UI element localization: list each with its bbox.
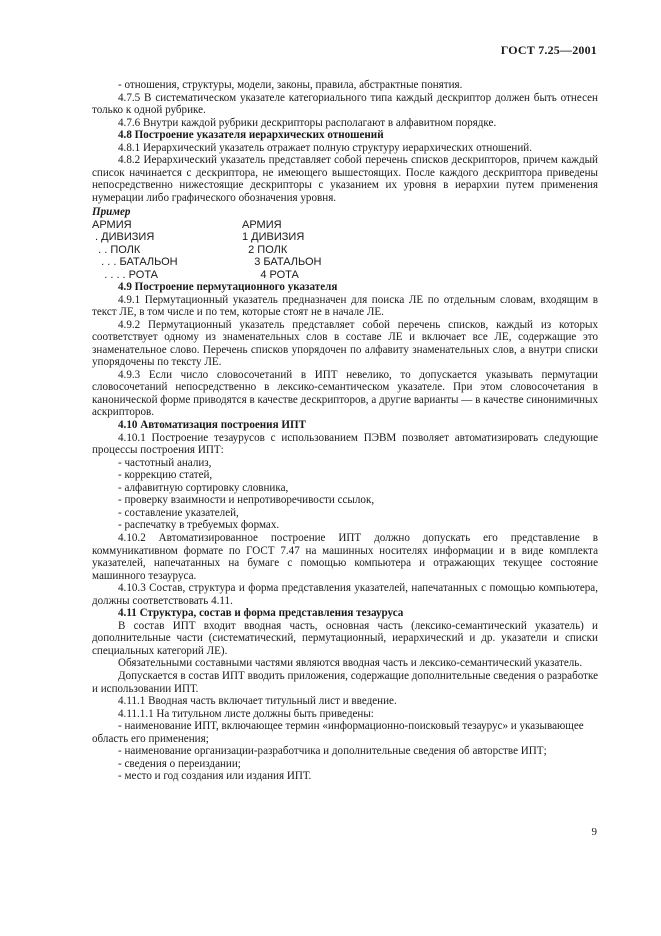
section-heading: 4.11 Структура, состав и форма представления тезауруса — [118, 607, 404, 620]
hierarchy-row: 1 ДИВИЗИЯ — [242, 231, 305, 244]
hierarchy-row: . . . БАТАЛЬОН — [92, 256, 178, 269]
paragraph: 4.9.2 Пермутационный указатель представляет собой перечень списков, каждый из которых соответствует одному из знаменательных слов в составе ЛЕ и включает все ЛЕ, содержащие это знаменательное слово. Перечень списков упорядочен по алфавиту знаменательных слов, а внутри списки упорядочены по тексту ЛЕ. — [92, 318, 598, 369]
section-heading: 4.10 Автоматизация построения ИПТ — [118, 419, 307, 432]
list-item: - наименование организации-разработчика и дополнительные сведения об авторстве ИПТ; — [118, 745, 547, 758]
hierarchy-graphic-column — [92, 219, 178, 281]
paragraph: 4.9.3 Если число словосочетаний в ИПТ невелико, то допускается указывать пермутации словосочетаний непосредственно в лексико-семантическом указателе. При этом словосочетания в канонической форме приводятся в качестве дескрипторов, а другие варианты — в качестве синонимичных аскрипторов. — [92, 368, 598, 419]
hierarchy-row: АРМИЯ — [92, 219, 132, 232]
paragraph: 4.7.6 Внутри каждой рубрики дескрипторы располагают в алфавитном порядке. — [118, 116, 497, 129]
hierarchy-row: . . . . РОТА — [92, 268, 159, 281]
list-item: - составление указателей, — [118, 506, 239, 519]
list-item: - алфавитную сортировку словника, — [118, 481, 289, 494]
hierarchy-row: АРМИЯ — [242, 219, 282, 232]
section-heading: 4.8 Построение указателя иерархических отношений — [118, 129, 384, 142]
paragraph: В состав ИПТ входит вводная часть, основная часть (лексико-семантический указатель) и дополнительные части (систематический, пермутационный, иерархический и др. указатели и списки специальных категорий ЛЕ). — [92, 619, 598, 657]
list-item: - отношения, структуры, модели, законы, правила, абстрактные понятия. — [118, 79, 463, 91]
page-number: 9 — [591, 826, 597, 838]
paragraph: 4.10.2 Автоматизированное построение ИПТ должно допускать его представление в коммуникативном формате по ГОСТ 7.47 на машинных носителях информации и в виде комплекта указателей, напечатанных на бумаге с помощью компьютера и отражающих текущее состояние машинного тезауруса. — [92, 531, 598, 582]
paragraph: 4.8.2 Иерархический указатель представляет собой перечень списков дескрипторов, причем каждый список начинается с дескриптора, не имеющего вышестоящих. После каждого дескриптора приведены непосредственно нижестоящие дескрипторы с указанием их уровня в иерархии путем применения нумерации либо графического обозначения уровня. — [92, 154, 598, 204]
paragraph: 4.10.3 Состав, структура и форма представления указателей, напечатанных с помощью компьютера, должны соответствовать 4.11. — [92, 582, 598, 607]
hierarchy-row: . ДИВИЗИЯ — [92, 231, 155, 244]
section-4-7-4-8 — [92, 79, 598, 204]
paragraph: 4.7.5 В систематическом указателе категориального типа каждый дескриптор должен быть отнесен только к одной рубрике. — [92, 91, 598, 117]
document-body — [92, 79, 598, 783]
list-item: - место и год создания или издания ИПТ. — [118, 770, 312, 783]
list-item: - частотный анализ, — [118, 456, 212, 469]
hierarchy-row: 3 БАТАЛЬОН — [242, 256, 322, 269]
list-item: - сведения о переиздании; — [118, 757, 241, 770]
paragraph: Допускается в состав ИПТ вводить приложения, содержащие дополнительные сведения о разработке и использовании ИПТ. — [92, 669, 598, 695]
section-4-9-4-11 — [92, 281, 598, 783]
document-header: ГОСТ 7.25—2001 — [500, 43, 597, 57]
list-item: - коррекцию статей, — [118, 469, 213, 482]
list-item: - проверку взаимности и непротиворечивости ссылок, — [118, 494, 375, 507]
section-heading: 4.9 Построение пермутационного указателя — [118, 281, 338, 294]
paragraph: 4.10.1 Построение тезаурусов с использованием ПЭВМ позволяет автоматизировать следующие процессы построения ИПТ: — [92, 431, 598, 457]
hierarchy-example — [92, 219, 598, 281]
paragraph: Обязательными составными частями являются вводная часть и лексико-семантический указатель. — [118, 657, 583, 670]
hierarchy-numbered-column — [242, 219, 321, 281]
paragraph: 4.11.1.1 На титульном листе должны быть приведены: — [118, 707, 374, 720]
hierarchy-row: . . ПОЛК — [92, 243, 141, 256]
example-label: Пример — [92, 206, 131, 219]
hierarchy-row: 4 РОТА — [242, 268, 299, 281]
list-item: - наименование ИПТ, включающее термин «информационно-поисковый тезаурус» и указывающее область его применения; — [92, 720, 584, 745]
paragraph: 4.8.1 Иерархический указатель отражает полную структуру иерархических отношений. — [118, 141, 532, 154]
paragraph: 4.11.1 Вводная часть включает титульный лист и введение. — [118, 695, 397, 708]
hierarchy-row: 2 ПОЛК — [242, 243, 288, 256]
list-item: - распечатку в требуемых формах. — [118, 519, 280, 532]
paragraph: 4.9.1 Пермутационный указатель предназначен для поиска ЛЕ по отдельным словам, входящим в текст ЛЕ, в том числе и по тем, которые стоят не в начале ЛЕ. — [92, 293, 598, 319]
